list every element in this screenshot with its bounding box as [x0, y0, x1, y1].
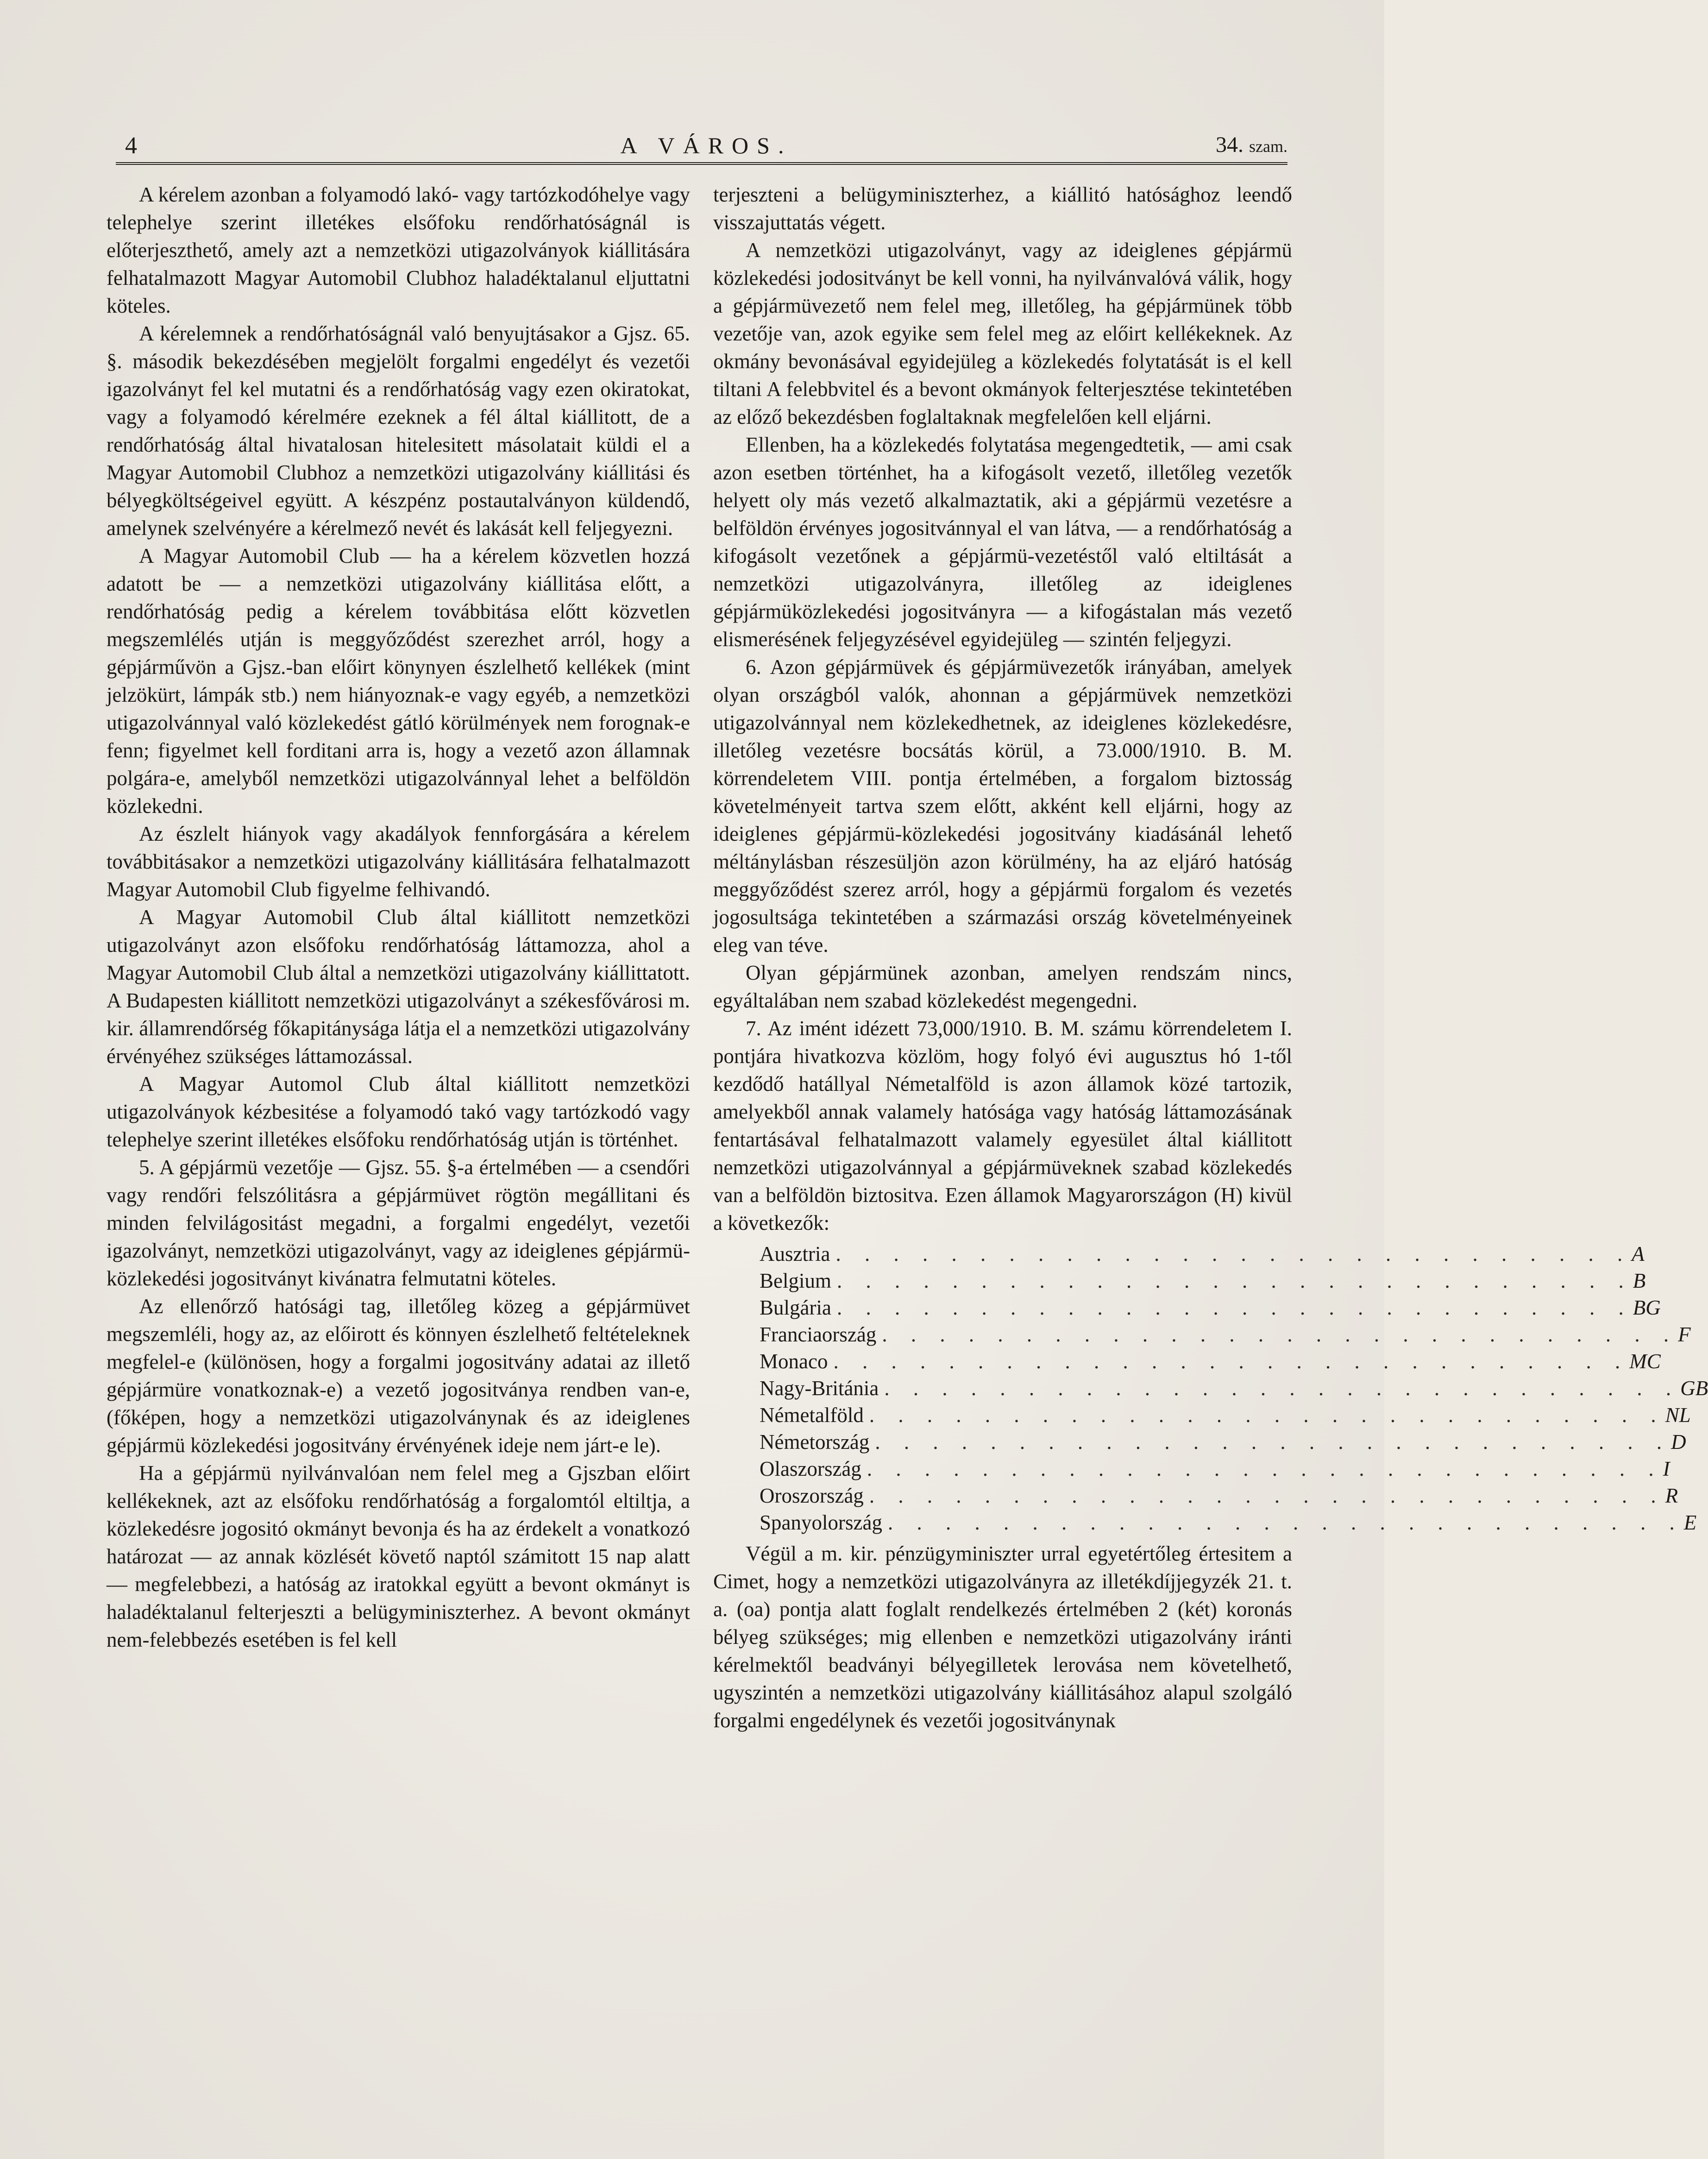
page-header	[125, 132, 1287, 160]
country-code: E	[1683, 1511, 1697, 1534]
dot-leader: . . . . . . . . . . . . . . . . . . . . . . . . . . . .	[869, 1484, 1665, 1507]
dot-leader: . . . . . . . . . . . . . . . . . . . . . . . . . . . .	[882, 1323, 1678, 1346]
right-paragraphs-after	[713, 1540, 1292, 1734]
country-code: R	[1665, 1484, 1678, 1507]
dot-leader: . . . . . . . . . . . . . . . . . . . . . . . . . . . .	[867, 1457, 1663, 1480]
header-rule	[116, 162, 1287, 165]
paragraph: Az ellenőrző hatósági tag, illetőleg közeg a gépjármüvet megszemléli, hogy az, az előirott és könnyen észlelhető feltételeknek megfelel-e (különösen, hogy a forgalmi jogositvány adatai az illető gépjármüre vonatkoznak-e) a vezető jogositványa rendben van-e, (főképen, hogy a nemzetközi utigazolványnak és az ideiglenes gépjármü közlekedési jogositvány érvényének ideje nem járt-e le).	[107, 1295, 690, 1457]
country-row	[760, 1402, 1691, 1429]
dot-leader: . . . . . . . . . . . . . . . . . . . . . . . . . . . .	[875, 1430, 1671, 1454]
country-name: Franciaország	[760, 1323, 877, 1346]
country-row	[760, 1240, 1645, 1267]
country-row	[760, 1267, 1646, 1294]
dot-leader: . . . . . . . . . . . . . . . . . . . . . . . . . . . .	[837, 1269, 1633, 1292]
country-code: BG	[1633, 1296, 1661, 1319]
dot-leader: . . . . . . . . . . . . . . . . . . . . . . . . . . . .	[835, 1242, 1632, 1265]
country-row	[760, 1348, 1661, 1375]
country-name: Belgium	[760, 1269, 831, 1292]
country-code: D	[1671, 1430, 1686, 1454]
country-name: Bulgária	[760, 1296, 831, 1319]
country-name: Németország	[760, 1430, 870, 1454]
dot-leader: . . . . . . . . . . . . . . . . . . . . . . . . . . . .	[833, 1350, 1630, 1373]
paragraph: A Magyar Automobil Club — ha a kérelem közvetlen hozzá adatott be — a nemzetközi utigazolvány kiállitása előtt, a rendőrhatóság pedig a kérelem továbbitása előtt közvetlen megszemlélés utján is meggyőződést szerezhet arról, hogy a gépjárművön a Gjsz.-ban előirt könynyen észlelhető kellékek (mint jelzökürt, lámpák stb.) nem hiányoznak-e vagy egyéb, a nemzetközi utigazolvánnyal való közlekedést gátló körülmények nem forognak-e fenn; figyelmet kell forditani arra is, hogy a vezető azon államnak polgára-e, amelyből nemzetközi utigazolvánnyal lehet a belföldön közlekedni.	[107, 544, 690, 818]
country-row	[760, 1509, 1697, 1536]
dot-leader: . . . . . . . . . . . . . . . . . . . . . . . . . . . .	[869, 1404, 1665, 1427]
left-column	[107, 181, 690, 1654]
country-code: B	[1633, 1269, 1646, 1292]
right-paragraphs-before	[713, 181, 1292, 1237]
paragraph: A kérelem azonban a folyamodó lakó- vagy tartózkodóhelye vagy telephelye szerint illetékes elsőfoku rendőrhatóságnál is előterjeszthető, amely azt a nemzetközi utigazolványok kiállitására felhatalmazott Magyar Automobil Clubhoz haladéktalanul eljuttatni köteles.	[107, 183, 690, 317]
paragraph: A Magyar Automol Club által kiállitott nemzetközi utigazolványok kézbesitése a folyamodó takó vagy tartózkodó vagy telephelye szerint illetékes elsőfoku rendőrhatóság utján is történhet.	[107, 1072, 690, 1151]
country-row	[760, 1429, 1686, 1455]
country-name: Németalföld	[760, 1404, 864, 1427]
country-name: Oroszország	[760, 1484, 864, 1507]
paragraph: 5. A gépjármü vezetője — Gjsz. 55. §-a értelmében — a csendőri vagy rendőri felszólitásra a gépjármüvet rögtön megállitani és minden felvilágositást megadni, a forgalmi engedélyt, vezetői igazolványt, nemzetközi utigazolványt, vagy az ideiglenes gépjármü-közlekedési jogositványt kivánatra felmutatni köteles.	[107, 1156, 690, 1290]
paragraph: Ellenben, ha a közlekedés folytatása megengedtetik, — ami csak azon esetben történhet, ha a kifogásolt vezető, illetőleg vezetők helyett oly más vezető alkalmaztatik, aki a gépjármü vezetésre a belföldön érvényes jogositvánnyal el van látva, — a rendőrhatóság a kifogásolt vezetőnek a gépjármü-vezetéstől való eltiltását a nemzetközi utigazolványra, illetőleg az ideiglenes gépjármüközlekedési jogositványra — a kifogástalan más vezető elismerésének feljegyzésével egyidejüleg — szintén feljegyzi.	[713, 433, 1292, 651]
issue-suffix: szam.	[1249, 137, 1287, 156]
issue-number	[1216, 132, 1287, 157]
country-list	[760, 1240, 1708, 1536]
country-row	[760, 1321, 1691, 1348]
paragraph: A Magyar Automobil Club által kiállitott nemzetközi utigazolványt azon elsőfoku rendőrhatóság láttamozza, ahol a Magyar Automobil Club által a nemzetközi utigazolvány kiállittatott. A Budapesten kiállitott nemzetközi utigazolványt a székesfővárosi m. kir. államrendőrség főkapitánysága látja el a nemzetközi utigazolvány érvényéhez szükséges láttamozással.	[107, 906, 690, 1068]
paragraph: 6. Azon gépjármüvek és gépjármüvezetők irányában, amelyek olyan országból valók, ahonnan a gépjármüvek nemzetközi utigazolvánnyal nem közlekedhetnek, az ideiglenes közlekedésre, illetőleg vezetésre bocsátás körül, a 73.000/1910. B. M. körrendeletem VIII. pontja értelmében, a forgalom biztosság követelményeit tartva szem előtt, akként kell eljárni, hogy az ideiglenes gépjármü-közlekedési jogositvány kiadásánál lehető méltánylásban részesüljön azon körülmény, ha az eljáró hatóság meggyőződést szerez arról, hogy a gépjármü forgalom és vezetés jogosultsága tekintetében a származási ország követelményeinek eleg van téve.	[713, 655, 1292, 957]
journal-title: A VÁROS.	[620, 132, 792, 158]
paragraph: Olyan gépjármünek azonban, amelyen rendszám nincs, egyáltalában nem szabad közlekedést megengedni.	[713, 961, 1292, 1012]
right-column	[713, 181, 1708, 1734]
dot-leader: . . . . . . . . . . . . . . . . . . . . . . . . . . . .	[836, 1296, 1633, 1319]
paragraph: A nemzetközi utigazolványt, vagy az ideiglenes gépjármü közlekedési jodositványt be kell vonni, ha nyilvánvalóvá válik, hogy a gépjármüvezető nem felel meg, illetőleg, ha gépjármünek több vezetője van, azok egyike sem felel meg az előirt kellékeknek. Az okmány bevonásával egyidejüleg a közlekedés folytatását is el kell tiltani A felebbvitel és a bevont okmányok felterjesztése tekintetében az előző bekezdésben foglaltaknak megfelelően kell eljárni.	[713, 239, 1292, 428]
country-row	[760, 1375, 1708, 1402]
country-row	[760, 1455, 1670, 1482]
country-code: F	[1678, 1323, 1691, 1346]
country-code: MC	[1629, 1350, 1661, 1373]
page-number: 4	[125, 132, 137, 159]
paragraph: A kérelemnek a rendőrhatóságnál való benyujtásakor a Gjsz. 65. §. második bekezdésében megjelölt forgalmi engedélyt és vezetői igazolványt fel kel mutatni és a rendőrhatóság vagy ezen okiratokat, vagy a folyamodó kérelmére ezeknek a fél által kiállitott, de a rendőrhatóság által hivatalosan hitelesitett másolatait küldi el a Magyar Automobil Clubhoz a nemzetközi utigazolvány kiállitási és bélyegköltségeivel együtt. A készpénz postautalványon küldendő, amelynek szelvényére a kérelmező nevét és lakását kell feljegyezni.	[107, 322, 690, 540]
country-row	[760, 1294, 1661, 1321]
country-row	[760, 1482, 1678, 1509]
country-name: Olaszország	[760, 1457, 861, 1480]
country-code: NL	[1665, 1404, 1691, 1427]
dot-leader: . . . . . . . . . . . . . . . . . . . . . . . . . . . .	[884, 1377, 1681, 1400]
country-code: I	[1663, 1457, 1670, 1480]
country-code: GB	[1680, 1377, 1708, 1400]
dot-leader: . . . . . . . . . . . . . . . . . . . . . . . . . . . .	[887, 1511, 1684, 1534]
country-name: Spanyolország	[760, 1511, 882, 1534]
paragraph: Végül a m. kir. pénzügyminiszter urral egyetértőleg értesitem a Cimet, hogy a nemzetközi utigazolványra az illetékdíjjegyzék 21. t. a. (oa) pontja alatt foglalt rendelkezés értelmében 2 (két) koronás bélyeg szükséges; mig ellenben e nemzetközi utigazolvány iránti kérelmektől beadványi bélyegilletek lerovása nem követelhető, ugyszintén a nemzetközi utigazolvány kiállitásához alapul szolgáló forgalmi engedélynek és vezetői jogositványnak	[713, 1542, 1292, 1732]
country-name: Ausztria	[760, 1242, 830, 1265]
paragraph: terjeszteni a belügyminiszterhez, a kiállitó hatósághoz leendő visszajuttatás végett.	[713, 183, 1292, 234]
paragraph: 7. Az imént idézett 73,000/1910. B. M. számu körrendeletem I. pontjára hivatkozva közlöm, hogy folyó évi augusztus hó 1-től kezdődő hatállyal Németalföld is azon államok közé tartozik, amelyekből annak valamely hatósága vagy hatóság láttamozásának fentartásával felhatalmazott valamely egyesület által kiállitott nemzetközi utigazolvánnyal a gépjármüveknek szabad közlekedés van a belföldön biztositva. Ezen államok Magyarországon (H) kivül a következők:	[713, 1017, 1292, 1234]
country-name: Monaco	[760, 1350, 828, 1373]
paragraph: Az észlelt hiányok vagy akadályok fennforgására a kérelem továbbitásakor a nemzetközi utigazolvány kiállitására felhatalmazott Magyar Automobil Club figyelme felhivandó.	[107, 822, 690, 901]
issue-number-value: 34.	[1216, 132, 1244, 157]
country-code: A	[1632, 1242, 1645, 1265]
country-name: Nagy-Británia	[760, 1377, 879, 1400]
paragraph: Ha a gépjármü nyilvánvalóan nem felel meg a Gjszban előirt kellékeknek, azt az elsőfoku rendőrhatóság a forgalomtól eltiltja, a közlekedésre jogositó okmányt bevonja és ha az érdekelt a vonatkozó határozat — az annak közlését követő naptól számitott 15 nap alatt — megfelebbezi, a hatóság az iratokkal együtt a bevont okmányt is haladéktalanul felterjeszti a belügyminiszterhez. A bevont okmányt nem-felebbezés esetében is fel kell	[107, 1461, 690, 1651]
